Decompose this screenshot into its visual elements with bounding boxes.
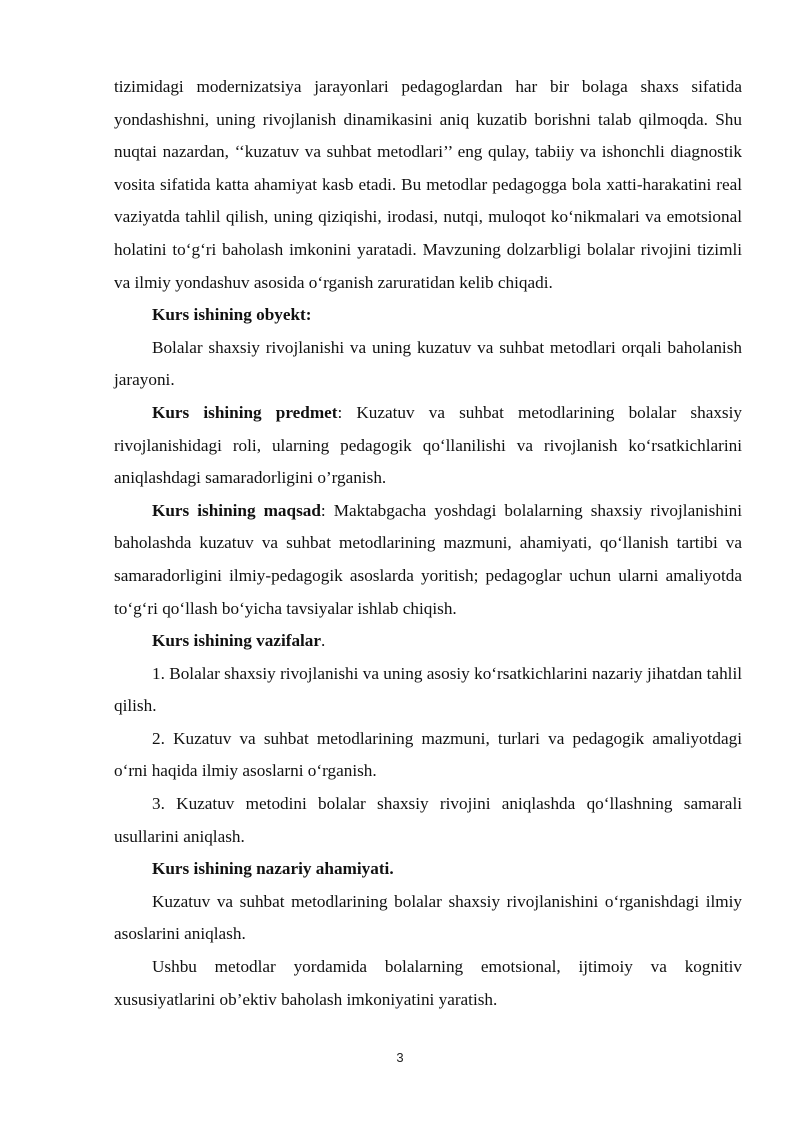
subject-paragraph — [114, 397, 742, 495]
task-item-2: 2. Kuzatuv va suhbat metodlarining mazmuni, turlari va pedagogik amaliyotdagi o‘rni haqida ilmiy asoslarni o‘rganish. — [114, 728, 742, 781]
tasks-label: Kurs ishining vazifalar — [152, 631, 322, 651]
page-body — [114, 71, 742, 1016]
tasks-heading-punct: . — [321, 631, 326, 651]
intro-paragraph: tizimidagi modernizatsiya jarayonlari pedagoglardan har bir bolaga shaxs sifatida yondashishni, uning rivojlanish dinamikasini aniq kuzatib borishni talab qilmoqda. Shu nuqtai nazardan, ‘‘kuzatuv va suhbat metodlari’’ eng qulay, tabiiy va ishonchli diagnostik vosita sifatida katta ahamiyat kasb etadi. Bu metodlar pedagogga bola xatti-harakatini real vaziyatda tahlil qilish, uning qiziqishi, irodasi, nutqi, muloqot ko‘nikmalari va emotsional holatini to‘g‘ri baholash imkonini yaratadi. Mavzuning dolzarbligi bolalar rivojini tizimli va ilmiy yondashuv asosida o‘rganish zaruratidan kelib chiqadi. — [114, 77, 742, 292]
goal-label: Kurs ishining maqsad — [152, 500, 321, 520]
object-heading-label: Kurs ishining obyekt: — [152, 305, 312, 325]
task-item-3: 3. Kuzatuv metodini bolalar shaxsiy rivojini aniqlashda qo‘llashning samarali usullarini aniqlash. — [114, 794, 742, 846]
goal-text: : Maktabgacha yoshdagi bolalarning shaxsiy rivojlanishini baholashda kuzatuv va suhbat metodlarining mazmuni, ahamiyati, qo‘llanish tartibi va samaradorligini ilmiy-pedagogik asoslarda yoritish; pedagoglar uchun ularni amaliyotda to‘g‘ri qo‘llash bo‘yicha tavsiyalar ishlab chiqish. — [114, 500, 743, 618]
theory-heading — [114, 853, 742, 886]
theory-paragraph-2: Ushbu metodlar yordamida bolalarning emotsional, ijtimoiy va kognitiv xususiyatlarini ob’ektiv baholash imkoniyatini yaratish. — [114, 957, 742, 1009]
page-number: 3 — [396, 1050, 404, 1065]
subject-text: : Kuzatuv va suhbat metodlarining bolalar shaxsiy rivojlanishidagi roli, ularning pedagogik qo‘llanilishi va rivojlanish ko‘rsatkichlarini aniqlashdagi samaradorligini o’rganish. — [114, 402, 742, 488]
theory-paragraph-1: Kuzatuv va suhbat metodlarining bolalar shaxsiy rivojlanishini o‘rganishdagi ilmiy asoslarini aniqlash. — [114, 891, 742, 944]
object-paragraph: Bolalar shaxsiy rivojlanishi va uning kuzatuv va suhbat metodlari orqali baholanish jarayoni. — [114, 337, 742, 390]
task-item-1: 1. Bolalar shaxsiy rivojlanishi va uning asosiy ko‘rsatkichlarini nazariy jihatdan tahlil qilish. — [114, 663, 742, 716]
theory-heading-label: Kurs ishining nazariy ahamiyati. — [152, 859, 394, 879]
goal-paragraph — [114, 495, 742, 625]
object-heading — [114, 299, 742, 332]
subject-label: Kurs ishining predmet — [152, 402, 338, 422]
tasks-heading — [114, 625, 742, 658]
